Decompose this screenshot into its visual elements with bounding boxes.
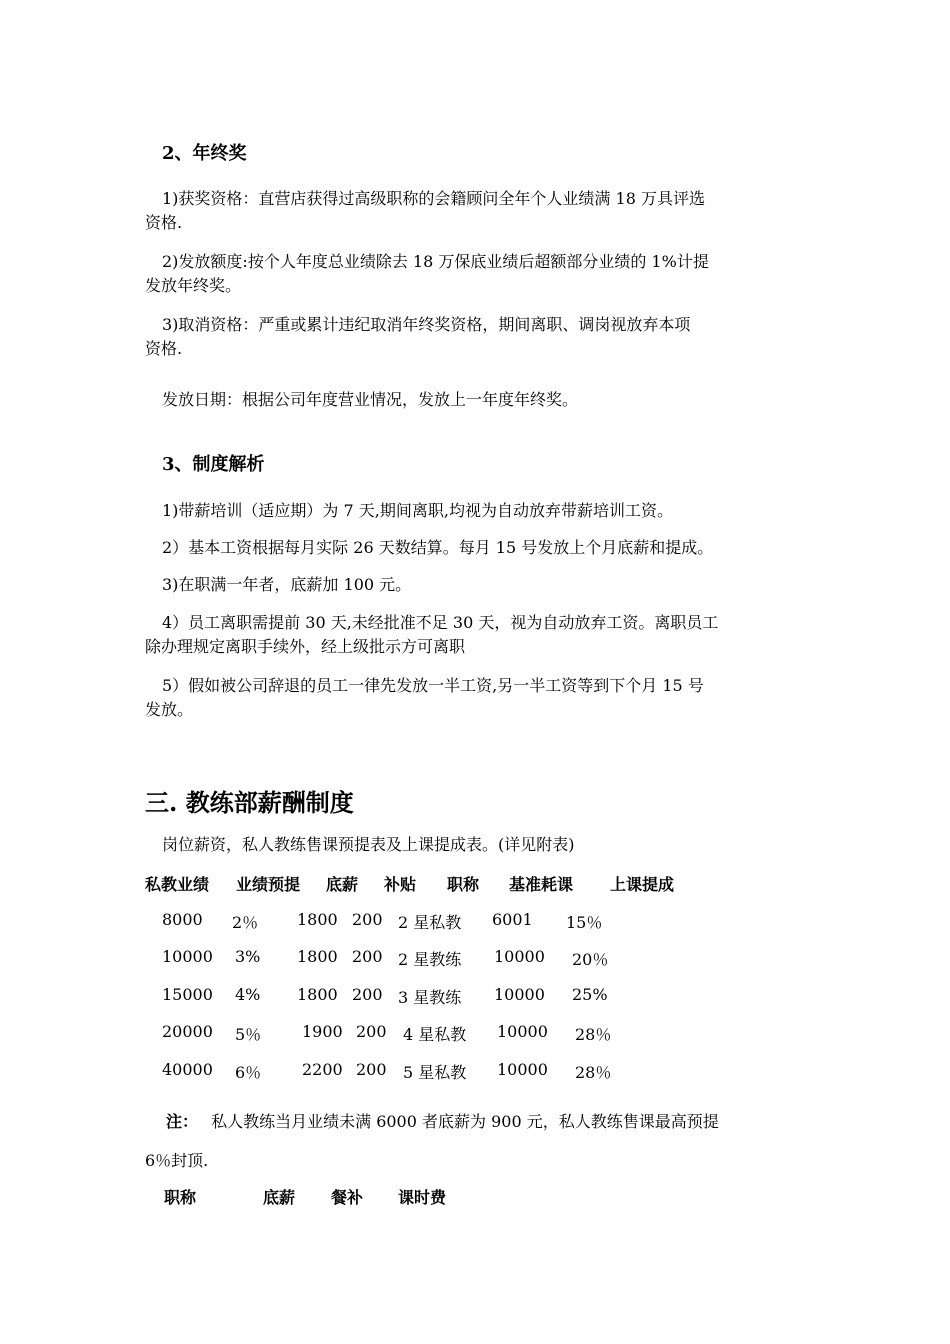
paragraph-payout-date: 发放日期：根据公司年度营业情况，发放上一年度年终奖。 xyxy=(162,390,579,409)
note-text-line2: 6％封顶. xyxy=(145,1151,209,1170)
header-hourly-fee: 课时费 xyxy=(398,1188,447,1207)
cell-subsidy: 200 xyxy=(356,1060,387,1079)
note-text-line1: 私人教练当月业绩未满 6000 者底薪为 900 元，私人教练售课最高预提 xyxy=(211,1112,719,1131)
coach-table-row xyxy=(0,947,950,971)
cell-sales: 20000 xyxy=(162,1022,213,1041)
coach-table-row xyxy=(0,1060,950,1084)
header-class-commission: 上课提成 xyxy=(610,875,675,894)
paragraph-cancellation-line2: 资格. xyxy=(145,339,183,358)
cell-baseline: 10000 xyxy=(497,1060,548,1079)
cell-sales: 8000 xyxy=(162,910,203,929)
header-baseline-classes: 基准耗课 xyxy=(509,875,574,894)
cell-base: 1900 xyxy=(302,1022,343,1041)
paragraph-coach-intro: 岗位薪资，私人教练售课预提表及上课提成表。(详见附表) xyxy=(162,835,575,854)
coach-table-header xyxy=(0,872,950,896)
cell-commission: 28％ xyxy=(575,1025,612,1044)
cell-base: 2200 xyxy=(302,1060,343,1079)
header-base-salary: 底薪 xyxy=(326,875,359,894)
cell-advance: 4% xyxy=(235,985,261,1004)
title-salary-table-header xyxy=(0,1185,950,1209)
section-heading-coach-compensation: 三. 教练部薪酬制度 xyxy=(145,788,354,817)
cell-advance: 2％ xyxy=(232,913,259,932)
paragraph-resignation-line1: 4）员工离职需提前 30 天,未经批准不足 30 天，视为自动放弃工资。离职员工 xyxy=(162,613,719,632)
cell-baseline: 10000 xyxy=(497,1022,548,1041)
coach-table-row xyxy=(0,985,950,1009)
coach-table-row xyxy=(0,1022,950,1046)
header-base-salary: 底薪 xyxy=(263,1188,296,1207)
cell-title: 3 星教练 xyxy=(398,988,462,1007)
cell-advance: 5％ xyxy=(235,1025,262,1044)
note-block xyxy=(166,1110,719,1134)
paragraph-resignation-line2: 除办理规定离职手续外，经上级批示方可离职 xyxy=(145,637,466,656)
cell-baseline: 10000 xyxy=(494,985,545,1004)
cell-commission: 28％ xyxy=(575,1063,612,1082)
cell-title: 4 星私教 xyxy=(403,1025,467,1044)
cell-subsidy: 200 xyxy=(352,910,383,929)
coach-table-row xyxy=(0,910,950,934)
cell-title: 5 星私教 xyxy=(403,1063,467,1082)
paragraph-paid-training: 1)带薪培训（适应期）为 7 天,期间离职,均视为自动放弃带薪培训工资。 xyxy=(162,501,673,520)
note-label: 注： xyxy=(166,1112,199,1131)
cell-baseline: 10000 xyxy=(494,947,545,966)
cell-advance: 6％ xyxy=(235,1063,262,1082)
paragraph-dismissal-line2: 发放。 xyxy=(145,700,194,719)
section-heading-policy-analysis: 3、制度解析 xyxy=(162,454,265,475)
cell-title: 2 星私教 xyxy=(398,913,462,932)
cell-subsidy: 200 xyxy=(352,947,383,966)
header-title: 职称 xyxy=(164,1188,197,1207)
header-meal-allowance: 餐补 xyxy=(331,1188,364,1207)
cell-sales: 15000 xyxy=(162,985,213,1004)
cell-sales: 40000 xyxy=(162,1060,213,1079)
cell-subsidy: 200 xyxy=(356,1022,387,1041)
cell-subsidy: 200 xyxy=(352,985,383,1004)
paragraph-cancellation-line1: 3)取消资格：严重或累计违纪取消年终奖资格，期间离职、调岗视放弃本项 xyxy=(162,315,691,334)
header-subsidy: 补贴 xyxy=(384,875,417,894)
header-private-sales: 私教业绩 xyxy=(145,875,210,894)
cell-sales: 10000 xyxy=(162,947,213,966)
cell-commission: 15％ xyxy=(566,913,603,932)
cell-base: 1800 xyxy=(297,985,338,1004)
cell-advance: 3% xyxy=(235,947,261,966)
header-sales-advance: 业绩预提 xyxy=(236,875,301,894)
section-heading-year-end-bonus: 2、年终奖 xyxy=(162,143,247,164)
cell-title: 2 星教练 xyxy=(398,950,462,969)
paragraph-base-salary: 2）基本工资根据每月实际 26 天数结算。每月 15 号发放上个月底薪和提成。 xyxy=(162,538,714,557)
cell-base: 1800 xyxy=(297,947,338,966)
paragraph-amount-line1: 2)发放额度:按个人年度总业绩除去 18 万保底业绩后超额部分业绩的 1%计提 xyxy=(162,252,709,271)
paragraph-seniority-raise: 3)在职满一年者，底薪加 100 元。 xyxy=(162,575,412,594)
cell-commission: 25% xyxy=(572,985,608,1004)
paragraph-dismissal-line1: 5）假如被公司辞退的员工一律先发放一半工资,另一半工资等到下个月 15 号 xyxy=(162,676,704,695)
header-title: 职称 xyxy=(447,875,480,894)
paragraph-amount-line2: 发放年终奖。 xyxy=(145,276,242,295)
cell-baseline: 6001 xyxy=(492,910,533,929)
cell-commission: 20％ xyxy=(572,950,609,969)
paragraph-eligibility-line1: 1)获奖资格：直营店获得过高级职称的会籍顾问全年个人业绩满 18 万具评选 xyxy=(162,189,705,208)
paragraph-eligibility-line2: 资格. xyxy=(145,213,183,232)
cell-base: 1800 xyxy=(297,910,338,929)
